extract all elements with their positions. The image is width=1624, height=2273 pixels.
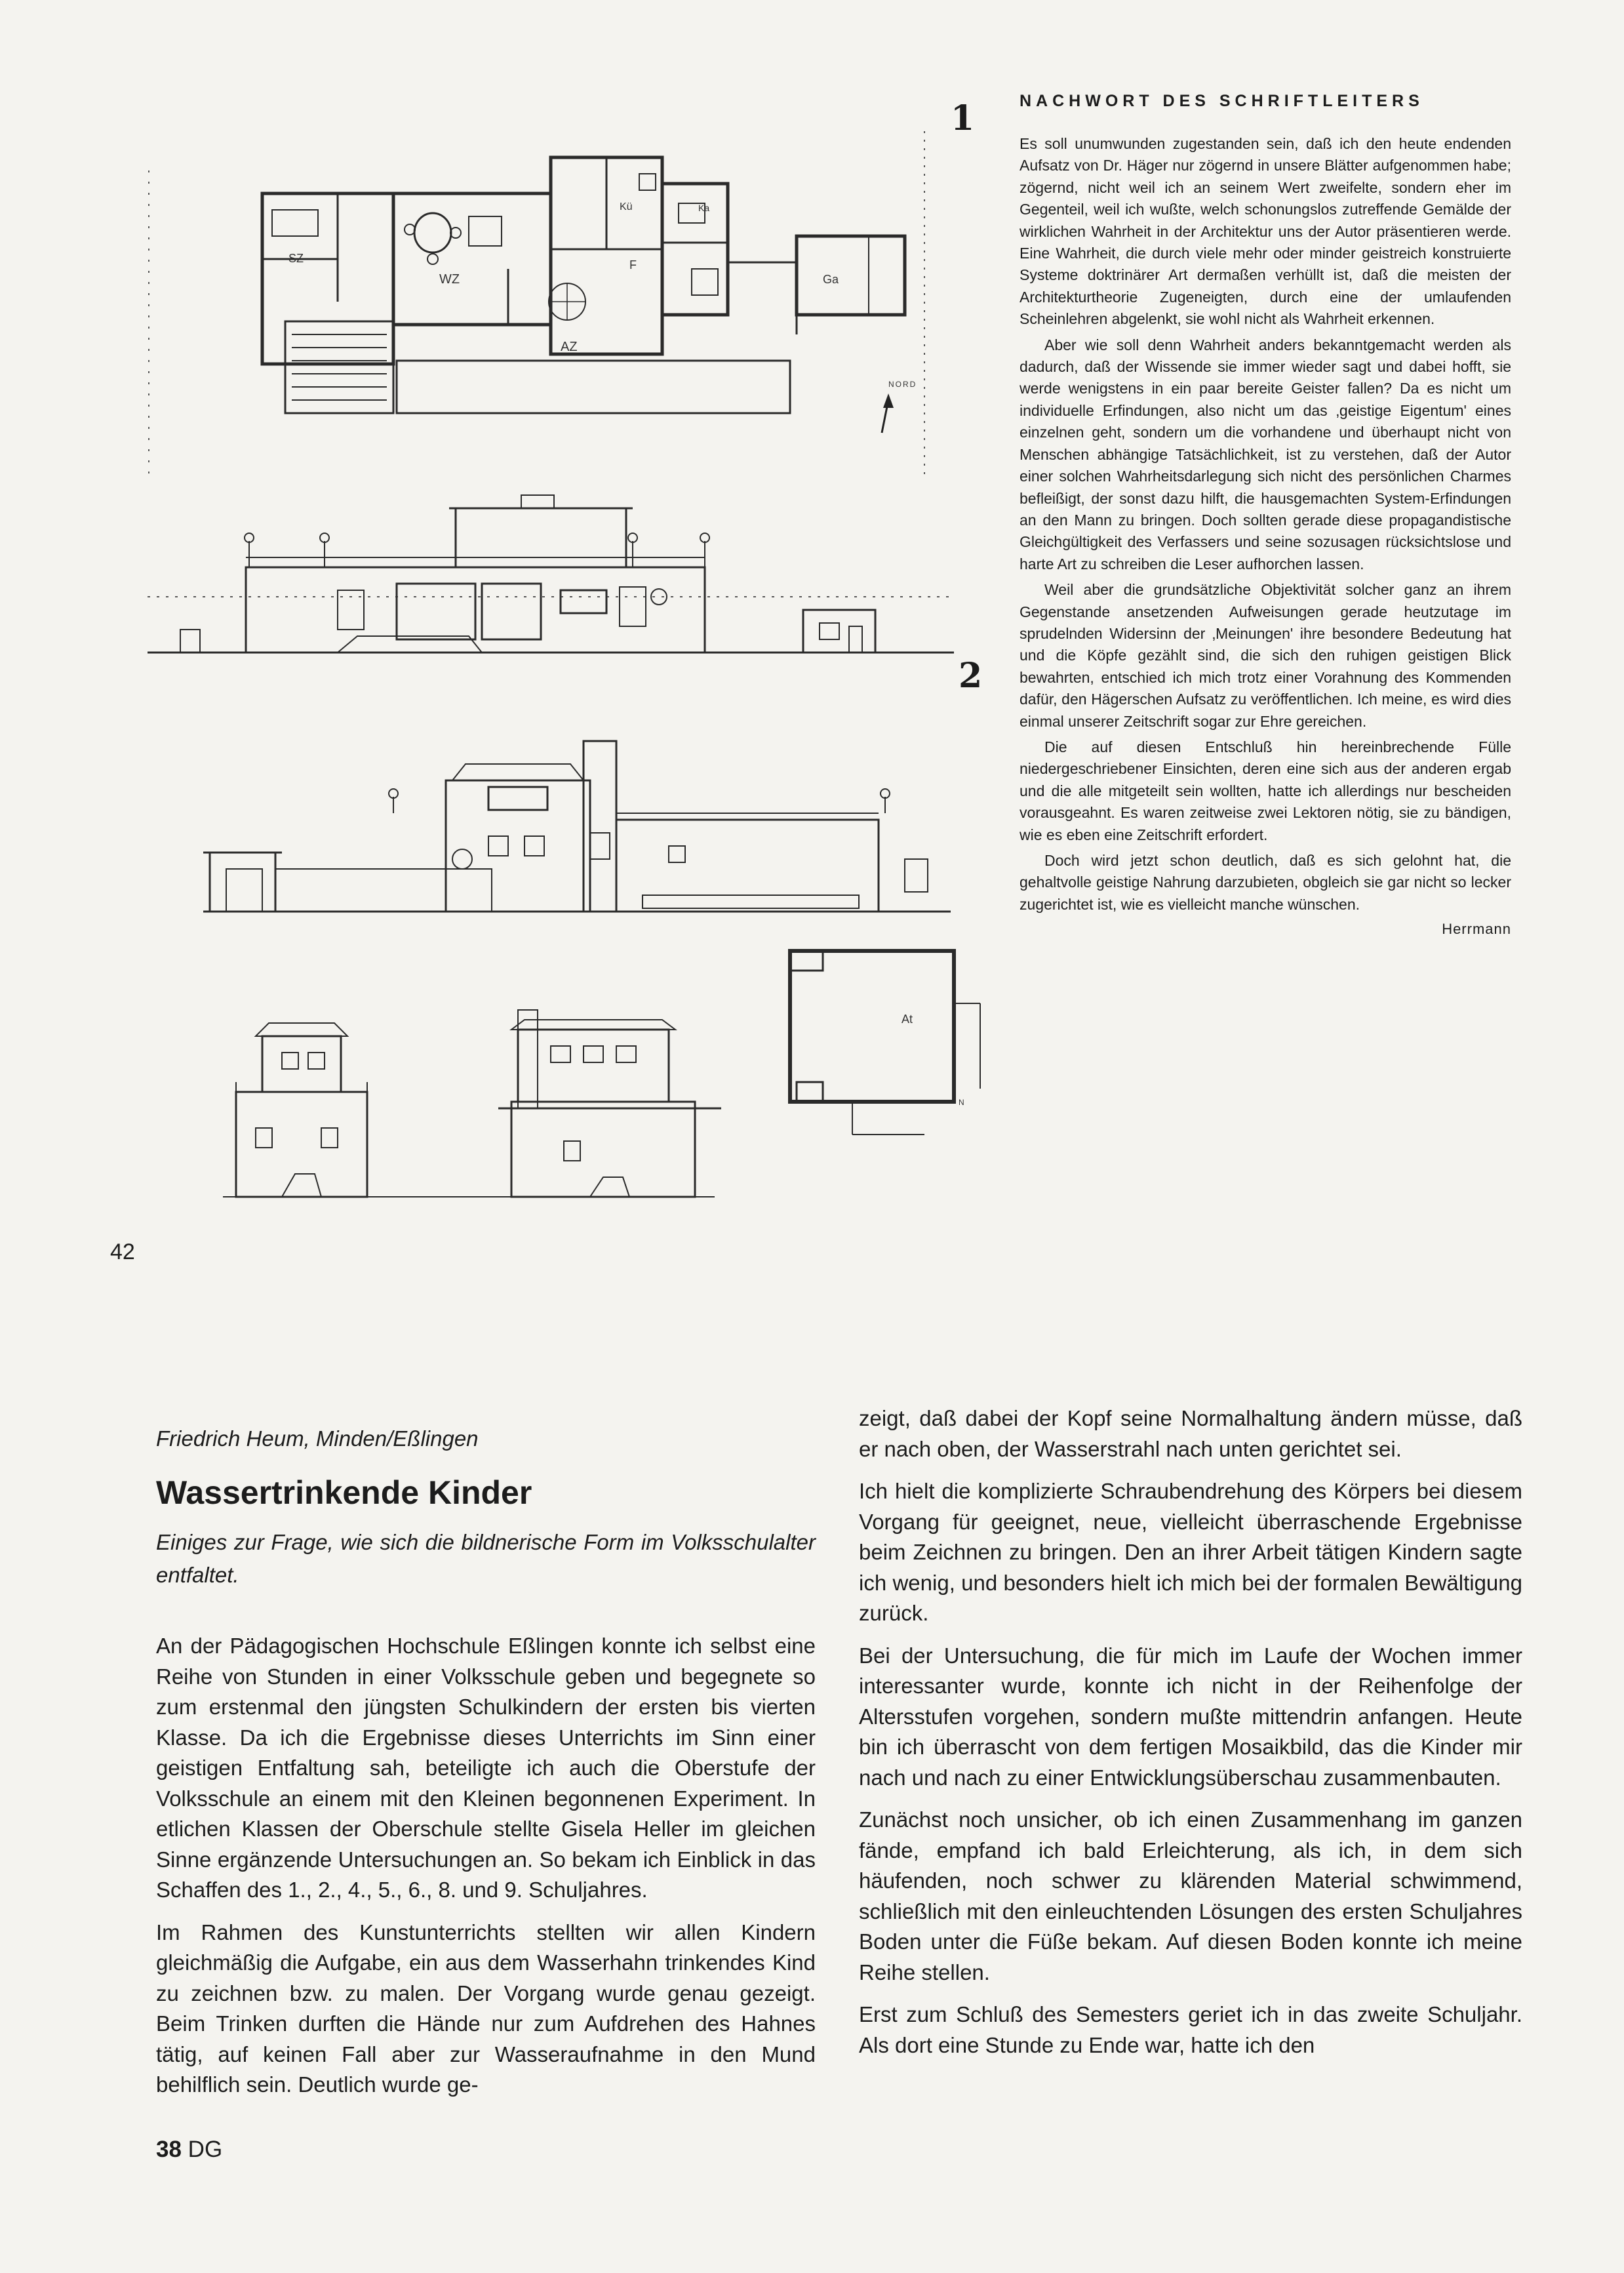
figure-number-1: 1: [951, 98, 975, 138]
studio-north-label: N: [959, 1098, 964, 1107]
plan-label-nord: NORD: [888, 380, 917, 389]
side-page-number: 42: [110, 1239, 135, 1264]
article-paragraph: Erst zum Schluß des Semesters geriet ich in das zweite Schuljahr. Als dort eine Stunde zu Ende war, hatte ich den: [859, 2002, 1522, 2057]
article-left-column: [156, 1426, 816, 2112]
article-paragraph: zeigt, daß dabei der Kopf seine Normalhaltung ändern müsse, daß er nach oben, der Wasserstrahl nach unten gerichtet sei.: [859, 1406, 1522, 1461]
garden-elevation-drawing: [141, 459, 993, 669]
afterword-paragraph: Es soll unumwunden zugestanden sein, daß ich den heute endenden Aufsatz von Dr. Häger nur zögernd in unsere Blätter aufgenommen habe; zögernd, nicht weil ich an seinem Wert zweifelte, sondern eher im Gegenteil, weil ich wußte, welch schonungslos zutreffende Gemälde der wirklichen Wahrheit in der Architektur uns der Autor präsentieren werde. Eine Wahrheit, die durch viele mehr oder minder geistreich konstruierte Systeme doktrinärer Art dermaßen verhüllt ist, daß die meisten der Architekturtheorie Zugeneigten, durch eine der umlaufenden Scheinlehren abgelenkt, sie wohl nicht als Wahrheit erkennen.: [1020, 135, 1511, 328]
article-paragraph: Im Rahmen des Kunstunterrichts stellten wir allen Kindern gleichmäßig die Aufgabe, ein aus dem Wasserhahn trinkendes Kind zu zeichnen bzw. zu malen. Der Vorgang wurde genau gezeigt. Beim Trinken durften die Hände nur zum Aufdrehen des Hahnes tätig, auf keinen Fall aber zur Wasseraufnahme in den Mund behilflich sein. Deutlich wurde ge-: [156, 1920, 816, 2097]
plan-label-ga: Ga: [823, 273, 839, 286]
plan-label-az: AZ: [561, 340, 578, 354]
floor-plan-figure: [141, 111, 993, 479]
article-paragraph: Ich hielt die komplizierte Schraubendrehung des Körpers bei diesem Vorgang für geeignet, neue, vielleicht überraschende Ergebnisse beim Zeichnen zu bringen. Den an ihrer Arbeit tätigen Kindern sagte ich wenig, und besonders hielt ich mich bei der formalen Bewältigung zurück.: [859, 1479, 1522, 1625]
afterword-paragraph: Doch wird jetzt schon deutlich, daß es sich gelohnt hat, die gehaltvolle geistige Nahrung darzubieten, obgleich sie gar nicht so lecker zugerichtet ist, wie es vielleicht manche wünschen.: [1020, 852, 1511, 913]
plan-label-wz: WZ: [439, 272, 460, 287]
article-subtitle: Einiges zur Frage, wie sich die bildnerische Form im Volksschulalter entfaltet.: [156, 1530, 816, 1587]
article-paragraph: Zunächst noch unsicher, ob ich einen Zusammenhang im ganzen fände, empfand ich bald Erleichterung, als ich, in dem sich häufenden, noch schwer zu klärenden Material schwimmend, schließlich mit den einleuchtenden Lösungen des ersten Schuljahres Boden unter die Füße bekam. Auf diesen Boden konnte ich meine Reihe stellen.: [859, 1807, 1522, 1984]
plan-label-ku: Kü: [620, 201, 633, 212]
afterword-paragraph: Weil aber die grundsätzliche Objektivität solcher ganz an ihrem Gegenstande ansetzenden Aufweisungen gerade heutzutage im sprudelnden Widersinn der ‚Meinungen' ihre besondere Bedeutung hat und die Köpfe gezählt sind, die sich den ruhigen geistigen Blick bewahrten, entschied ich mich trotz einer Vorahnung des Kommenden dafür, den Hägerschen Aufsatz zu veröffentlichen. Ich meine, es wird dies einmal unserer Zeitschrift sogar zur Ehre gereichen.: [1020, 581, 1511, 730]
footer-journal: DG: [188, 2137, 223, 2162]
side-elevations-and-studio-plan: [197, 931, 1003, 1272]
plan-label-ka: Ka: [698, 203, 710, 213]
article-title: Wassertrinkende Kinder: [156, 1474, 532, 1511]
page-footer: [156, 2137, 222, 2163]
studio-label-at: At: [901, 1013, 913, 1026]
article-right-column: [859, 1403, 1522, 2072]
plan-label-f: F: [629, 258, 637, 272]
article-paragraph: An der Pädagogischen Hochschule Eßlingen konnte ich selbst eine Reihe von Stunden in einer Volksschule geben und begegnete so zum erstenmal den jüngsten Schulkindern der ersten bis vierten Klasse. Da ich die Ergebnisse dieses Unterrichts im Sinn einer geistigen Entfaltung sah, beteiligte ich auch die Oberstufe der Volksschule an einem mit den Kleinen begonnenen Experiment. In etlichen Klassen der Oberschule stellte Gisela Heller im gleichen Sinne ergänzende Untersuchungen an. So bekam ich Einblick in das Schaffen des 1., 2., 4., 5., 6., 8. und 9. Schuljahres.: [156, 1634, 816, 1902]
afterword-signature: Herrmann: [1442, 921, 1511, 938]
afterword-heading: NACHWORT DES SCHRIFTLEITERS: [1020, 92, 1424, 110]
figure-number-2: 2: [959, 656, 983, 696]
footer-page-number: 38: [156, 2137, 182, 2162]
article-paragraph: Bei der Untersuchung, die für mich im Laufe der Wochen immer interessanter wurde, konnte ich nicht in der Reihenfolge der Altersstufen vorgehen, sondern mußte mittendrin anfangen. Heute bin ich überrascht von dem fertigen Mosaikbild, das die Kinder mir nach und nach zu einer Entwicklungsüberschau zusammenbauten.: [859, 1643, 1522, 1790]
editor-afterword: [1020, 92, 1511, 938]
afterword-paragraph: Aber wie soll denn Wahrheit anders bekanntgemacht werden als dadurch, daß der Wissende sie immer wieder sagt und dabei hofft, sie werde wenigstens in ein paar bereite Geister fallen? Da es nicht um individuelle Erfindungen, also nicht um das ‚geistige Eigentum' eines einzelnen geht, sondern um die vorhandene und überhaupt nicht von Menschen abhängige Tatsächlichkeit, ist zu verstehen, daß der Autor einer solchen Wahrheitsdarlegung sich nicht des persönlichen Charmes befleißigt, der sonst dazu hilft, die hausgemachten System-Erfindungen an den Mann zu bringen. Doch sollten gerade diese propagandistische Gleichgültigkeit des Verfassers und seine sozusagen rücksichtslose und harte Art zu schreiben die Leser aufhorchen lassen.: [1020, 336, 1511, 573]
article-author: Friedrich Heum, Minden/Eßlingen: [156, 1426, 479, 1451]
plan-label-sz: SZ: [288, 252, 304, 265]
afterword-paragraph: Die auf diesen Entschluß hin hereinbrechende Fülle niedergeschriebener Einsichten, deren eine sich aus der anderen ergab und die alle mitgeteilt sein wollten, hatte ich allerdings nur bescheiden vorausgeahnt. Es waren zeitweise zwei Lektoren nötig, sie zu bändigen, wie es eben eine Zeitschrift erfordert.: [1020, 738, 1511, 843]
